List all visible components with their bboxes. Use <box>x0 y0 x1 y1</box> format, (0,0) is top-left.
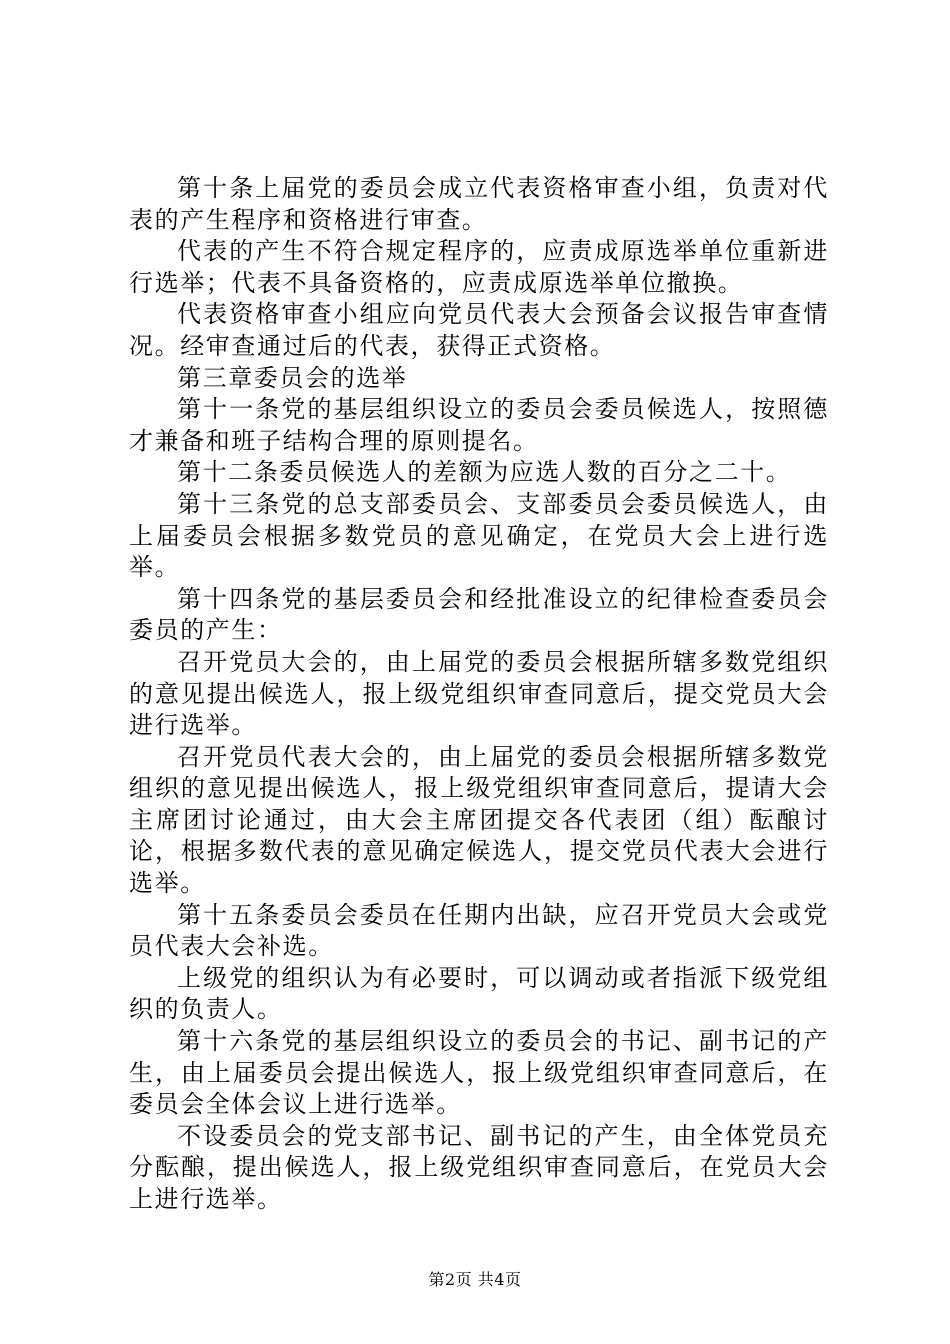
chapter-3-heading: 第三章委员会的选举 <box>177 363 408 392</box>
paragraph-delegates-assembly: 召开党员代表大会的，由上届党的委员会根据所辖多数党组织的意见提出候选人，报上级党组织审查同意后，提请大会主席团讨论通过，由大会主席团提交各代表团（组）酝酿讨论，根据多数代表的意见确定候选人，提交党员代表大会进行选举。 <box>129 742 829 898</box>
page-number-footer: 第2页 共4页 <box>428 1270 522 1289</box>
paragraph-article-14: 第十四条党的基层委员会和经批准设立的纪律检查委员会委员的产生： <box>129 584 829 645</box>
paragraph-members-assembly: 召开党员大会的，由上届党的委员会根据所辖多数党组织的意见提出候选人，报上级党组织审查同意后，提交党员大会进行选举。 <box>129 647 829 740</box>
paragraph-transfer-rule: 上级党的组织认为有必要时，可以调动或者指派下级党组织的负责人。 <box>129 963 829 1024</box>
paragraph-article-10: 第十条上届党的委员会成立代表资格审查小组，负责对代表的产生程序和资格进行审查。 <box>129 174 829 234</box>
paragraph-article-15: 第十五条委员会委员在任期内出缺，应召开党员大会或党员代表大会补选。 <box>129 900 829 961</box>
paragraph-reelection-rule: 代表的产生不符合规定程序的，应责成原选举单位重新进行选举；代表不具备资格的，应责成原选举单位撤换。 <box>129 237 829 297</box>
paragraph-article-13: 第十三条党的总支部委员会、支部委员会委员候选人，由上届委员会根据多数党员的意见确定，在党员大会上进行选举。 <box>129 489 829 582</box>
paragraph-article-16: 第十六条党的基层组织设立的委员会的书记、副书记的产生，由上届委员会提出候选人，报上级党组织审查同意后，在委员会全体会议上进行选举。 <box>129 1027 829 1119</box>
paragraph-qualification-report: 代表资格审查小组应向党员代表大会预备会议报告审查情况。经审查通过后的代表，获得正式资格。 <box>129 300 829 360</box>
paragraph-branch-secretary: 不设委员会的党支部书记、副书记的产生，由全体党员充分酝酿，提出候选人，报上级党组织审查同意后，在党员大会上进行选举。 <box>129 1121 829 1213</box>
paragraph-article-12: 第十二条委员候选人的差额为应选人数的百分之二十。 <box>177 458 792 487</box>
paragraph-article-11: 第十一条党的基层组织设立的委员会委员候选人，按照德才兼备和班子结构合理的原则提名。 <box>129 395 829 455</box>
document-body <box>129 173 829 1216</box>
